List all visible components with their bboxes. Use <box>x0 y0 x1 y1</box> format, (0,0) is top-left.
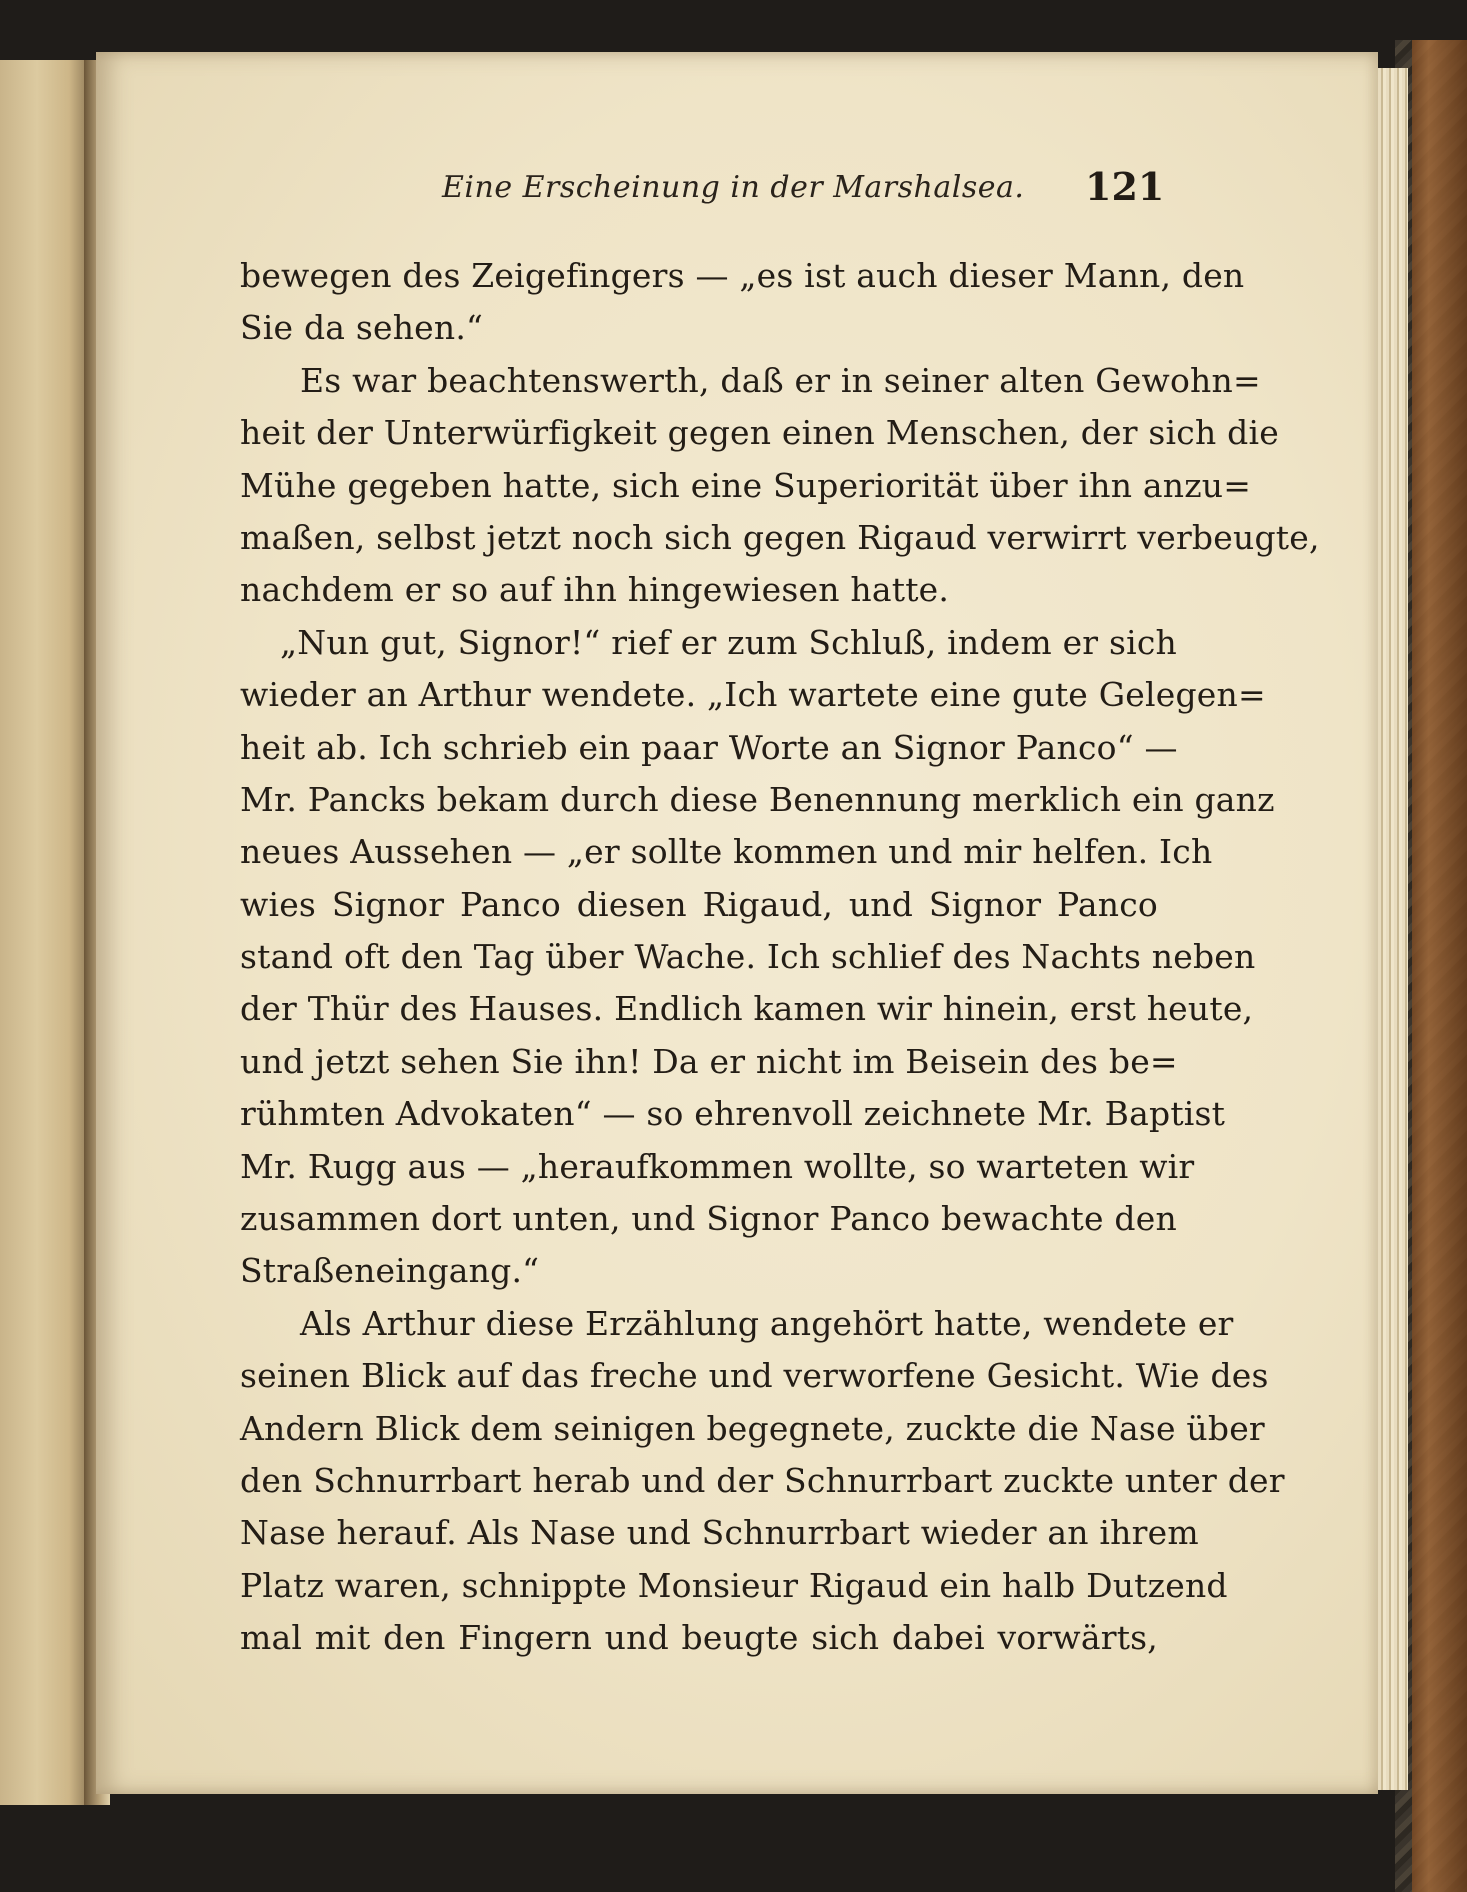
text-line: seinen Blick auf das freche und verworfene Gesicht. Wie des <box>240 1356 1269 1396</box>
text-line: nachdem er so auf ihn hingewiesen hatte. <box>240 570 950 610</box>
text-line: Platz waren, schnippte Monsieur Rigaud ein halb Dutzend <box>240 1565 1228 1605</box>
body-text <box>240 250 1320 1665</box>
page-number: 121 <box>1085 164 1165 209</box>
text-line: „Nun gut, Signor!“ rief er zum Schluß, indem er sich <box>280 622 1178 662</box>
text-line: Andern Blick dem seinigen begegnete, zuckte die Nase über <box>240 1408 1265 1448</box>
text-line: Mr. Pancks bekam durch diese Benennung merklich ein ganz <box>240 779 1275 819</box>
text-line: maßen, selbst jetzt noch sich gegen Rigaud verwirrt verbeugte, <box>240 517 1320 557</box>
running-head: Eine Erscheinung in der Marshalsea. <box>442 170 1025 205</box>
text-line: Sie da sehen.“ <box>240 308 484 348</box>
text-line: und jetzt sehen Sie ihn! Da er nicht im Beisein des be= <box>240 1041 1178 1081</box>
text-line: heit der Unterwürfigkeit gegen einen Menschen, der sich die <box>240 413 1279 453</box>
text-line: der Thür des Hauses. Endlich kamen wir hinein, erst heute, <box>240 989 1254 1029</box>
text-line: zusammen dort unten, und Signor Panco bewachte den <box>240 1199 1177 1239</box>
left-page-edge <box>0 60 92 1805</box>
text-line: Nase herauf. Als Nase und Schnurrbart wieder an ihrem <box>240 1513 1199 1553</box>
text-line: Als Arthur diese Erzählung angehört hatte, wendete er <box>300 1303 1234 1343</box>
text-line: Mr. Rugg aus — „heraufkommen wollte, so warteten wir <box>240 1146 1195 1186</box>
text-line: neues Aussehen — „er sollte kommen und mir helfen. Ich <box>240 832 1213 872</box>
text-line: wies Signor Panco diesen Rigaud, und Signor Panco <box>240 884 1158 924</box>
book-cover-leather-edge <box>1412 40 1467 1892</box>
text-line: rühmten Advokaten“ — so ehrenvoll zeichnete Mr. Baptist <box>240 1094 1226 1134</box>
page-header <box>0 164 1467 220</box>
text-line: stand oft den Tag über Wache. Ich schlief des Nachts neben <box>240 937 1256 977</box>
text-line: Straßeneingang.“ <box>240 1251 540 1291</box>
text-line: Es war beachtenswerth, daß er in seiner alten Gewohn= <box>300 360 1261 400</box>
text-line: mal mit den Fingern und beugte sich dabei vorwärts, <box>240 1618 1158 1658</box>
text-line: heit ab. Ich schrieb ein paar Worte an Signor Panco“ — <box>240 727 1178 767</box>
text-line: Mühe gegeben hatte, sich eine Superiorität über ihn anzu= <box>240 465 1252 505</box>
text-line: wieder an Arthur wendete. „Ich wartete eine gute Gelegen= <box>240 675 1266 715</box>
text-line: den Schnurrbart herab und der Schnurrbart zuckte unter der <box>240 1460 1285 1500</box>
text-line: bewegen des Zeigefingers — „es ist auch dieser Mann, den <box>240 256 1245 295</box>
